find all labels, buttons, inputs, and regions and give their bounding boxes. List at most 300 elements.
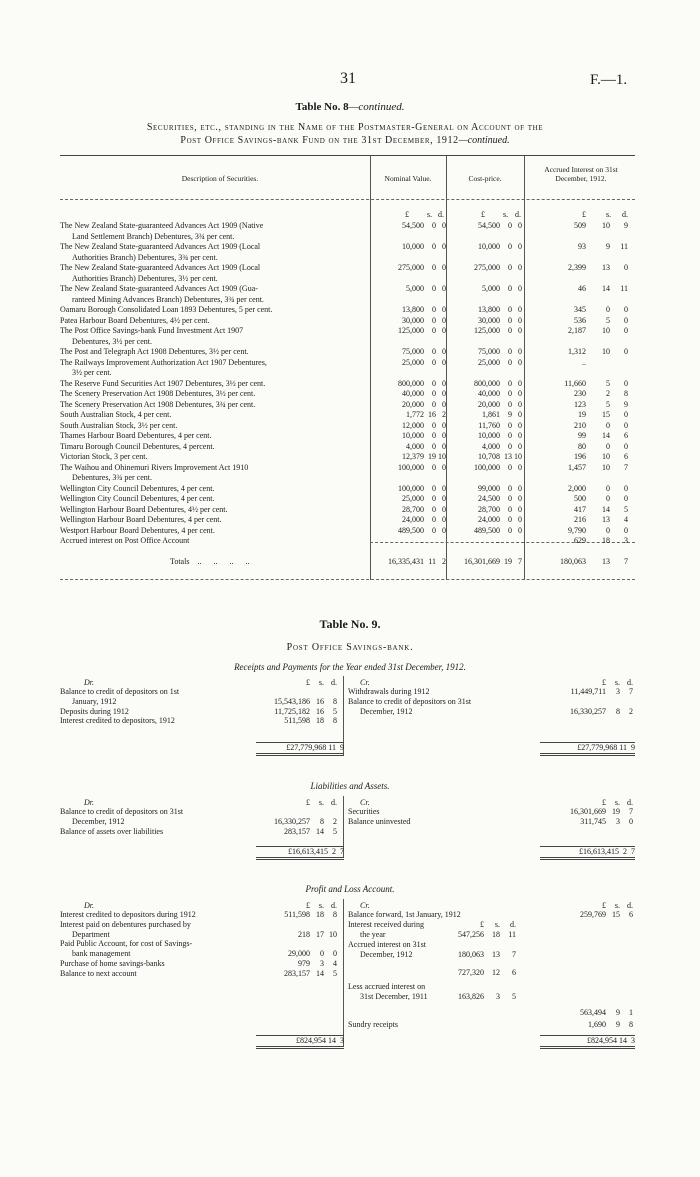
- value-cell: 1,772: [406, 410, 424, 419]
- security-description: The New Zealand State-guaranteed Advances Act 1909 (Gua-: [60, 284, 258, 293]
- entry-label: Balance forward, 1st January, 1912: [348, 910, 461, 919]
- unit-label: d.: [622, 210, 628, 219]
- value-cell: 0: [442, 263, 446, 272]
- entry-label: Balance to credit of depositors on 1st: [60, 687, 180, 696]
- amount-pence: 2: [333, 816, 337, 826]
- value-cell: 100,000: [398, 483, 424, 493]
- value-cell: 30,000: [402, 315, 424, 325]
- value-cell: 13: [504, 452, 512, 461]
- amount-shillings: 18: [316, 716, 324, 726]
- value-cell: 10: [602, 347, 610, 356]
- amount-pence: 11: [508, 930, 516, 939]
- unit-label: d.: [627, 678, 633, 687]
- totals-label: Totals .. .. .. ..: [170, 557, 250, 566]
- unit-label: s.: [503, 210, 509, 219]
- entry-label: Withdrawals during 1912: [348, 687, 430, 696]
- value-cell: 54,500: [478, 221, 500, 230]
- security-description-cont: Authorities Branch) Debentures, 3½ per cent.: [72, 273, 218, 283]
- value-cell: 0: [432, 420, 436, 430]
- amount-pence: 6: [629, 910, 633, 919]
- value-cell: 5: [606, 399, 610, 409]
- amount-shillings: 0: [320, 949, 324, 959]
- value-cell: 345: [574, 305, 586, 314]
- value-cell: 0: [518, 347, 522, 356]
- value-cell: 0: [432, 389, 436, 398]
- value-cell: 10: [602, 221, 610, 230]
- page-number: 31: [340, 70, 356, 87]
- value-cell: 0: [432, 242, 436, 251]
- entry-label: Securities: [348, 807, 380, 816]
- value-cell: 80: [578, 441, 586, 451]
- value-cell: 0: [442, 515, 446, 524]
- security-description: The New Zealand State-guaranteed Advances Act 1909 (Local: [60, 263, 261, 272]
- value-cell: 19: [428, 452, 436, 461]
- value-cell: 11,760: [478, 420, 500, 430]
- value-cell: 5,000: [406, 284, 424, 293]
- value-cell: 0: [518, 420, 522, 430]
- security-description: Wellington Harbour Board Debentures, 4 per cent.: [60, 515, 222, 524]
- unit-label: d.: [627, 798, 633, 807]
- value-cell: 4: [624, 515, 628, 524]
- security-row: [60, 536, 360, 547]
- amount-pounds: 511,598: [284, 716, 310, 726]
- value-cell: 0: [518, 483, 522, 493]
- table8-title: Table No. 8—continued.: [295, 101, 405, 113]
- security-description: The Scenery Preservation Act 1908 Debentures, 3½ per cent.: [60, 389, 256, 398]
- amount-shillings: 3: [616, 816, 620, 826]
- value-cell: 0: [624, 494, 628, 503]
- amount-pounds: 311,745: [580, 816, 606, 826]
- value-cell: 0: [432, 431, 436, 440]
- value-cell: ..: [582, 357, 586, 367]
- security-description: Timaru Borough Council Debentures, 4 percent.: [60, 441, 215, 451]
- entry-label-cont: December, 1912: [360, 950, 413, 959]
- unit-label: d.: [510, 920, 516, 929]
- entry-label: Interest credited to depositors during 1912: [60, 910, 196, 919]
- unit-label: £: [481, 210, 485, 219]
- table9-title: Table No. 9.: [319, 617, 381, 631]
- unit-label: s.: [318, 901, 324, 910]
- value-cell: 5,000: [482, 284, 500, 293]
- amount-shillings: 3: [496, 992, 500, 1001]
- amount-pence: 8: [333, 716, 337, 726]
- security-row: [60, 316, 360, 327]
- unit-label: s.: [427, 210, 433, 219]
- unit-label: s.: [614, 798, 620, 807]
- total-right: £824,954 14 3: [540, 1035, 635, 1049]
- col-nominal: Nominal Value.: [384, 174, 432, 183]
- unit-label: £: [306, 798, 310, 807]
- value-cell: 0: [624, 410, 628, 419]
- value-cell: 25,000: [402, 494, 424, 503]
- amount-shillings: 3: [320, 959, 324, 968]
- value-cell: 0: [508, 378, 512, 388]
- value-cell: 0: [518, 221, 522, 230]
- value-cell: 0: [442, 420, 446, 430]
- entry-label: Balance to credit of depositors on 31st: [60, 807, 184, 816]
- unit-label: £: [306, 678, 310, 687]
- value-cell: 0: [606, 305, 610, 314]
- security-description: The New Zealand State-guaranteed Advances Act 1909 (Local: [60, 242, 261, 251]
- value-cell: 0: [518, 410, 522, 419]
- unit-label: £: [582, 210, 586, 219]
- value-cell: 0: [508, 515, 512, 524]
- unit-label: d.: [331, 678, 337, 687]
- table9-subtitle: Post Office Savings-bank.: [286, 642, 414, 653]
- value-cell: 9,790: [568, 525, 586, 535]
- value-cell: 10: [438, 452, 446, 461]
- amount-pounds: 218: [298, 929, 310, 939]
- value-cell: 0: [508, 462, 512, 472]
- total-cell: 19: [504, 557, 512, 566]
- amount-shillings: 19: [612, 807, 620, 816]
- value-cell: 0: [432, 263, 436, 272]
- entry-label-cont: December, 1912: [360, 706, 413, 716]
- value-cell: 2: [606, 389, 610, 398]
- value-cell: 0: [624, 483, 628, 493]
- entry-label: Paid Public Account, for cost of Savings-: [60, 939, 193, 949]
- amount-pence: 7: [512, 950, 516, 959]
- total-cell: 13: [602, 557, 610, 566]
- value-cell: 0: [442, 494, 446, 503]
- security-row: [60, 452, 360, 463]
- amount-shillings: 8: [616, 706, 620, 716]
- security-description: Westport Harbour Board Debentures, 4 per cent.: [60, 525, 215, 535]
- entry-label-cont: January, 1912: [72, 696, 117, 706]
- amount-pence: 7: [629, 807, 633, 816]
- amount-pounds: 511,598: [284, 910, 310, 919]
- entry-label: Balance to credit of depositors on 31st: [348, 696, 472, 706]
- value-cell: 0: [442, 389, 446, 398]
- security-description: The Railways Improvement Authorization Act 1907 Debentures,: [60, 357, 267, 367]
- value-cell: 14: [602, 284, 610, 293]
- value-cell: 0: [606, 494, 610, 503]
- value-cell: 275,000: [398, 263, 424, 272]
- value-cell: 0: [606, 483, 610, 493]
- amount-shillings: 12: [492, 968, 500, 977]
- value-cell: 15: [602, 410, 610, 419]
- amount-pence: 5: [333, 968, 337, 978]
- cr-label: Cr.: [360, 678, 370, 687]
- value-cell: 0: [624, 420, 628, 430]
- value-cell: 0: [518, 242, 522, 251]
- liabilities-account: [60, 796, 635, 866]
- value-cell: 0: [508, 420, 512, 430]
- amount-pence: 5: [333, 826, 337, 836]
- amount-shillings: 9: [616, 1020, 620, 1029]
- amount-shillings: 14: [316, 968, 324, 978]
- value-cell: 0: [624, 326, 628, 335]
- security-row: [60, 410, 360, 421]
- security-row: [60, 515, 360, 526]
- value-cell: 500: [574, 494, 586, 503]
- amount-pence: 4: [333, 959, 337, 968]
- value-cell: 0: [432, 221, 436, 230]
- value-cell: 0: [508, 399, 512, 409]
- value-cell: 25,000: [478, 357, 500, 367]
- value-cell: ..: [496, 536, 500, 545]
- value-cell: 7: [624, 462, 628, 472]
- value-cell: 216: [574, 515, 586, 524]
- value-cell: 10: [514, 452, 522, 461]
- security-row: [60, 326, 360, 347]
- entry-label-cont: 31st December, 1911: [360, 992, 428, 1001]
- value-cell: 0: [432, 525, 436, 535]
- security-description: The Scenery Preservation Act 1908 Debentures, 3¾ per cent.: [60, 399, 256, 409]
- amount-pounds: 1,690: [588, 1020, 606, 1029]
- unit-label: d.: [331, 901, 337, 910]
- entry-label: Interest paid on debentures purchased by: [60, 919, 191, 929]
- entry-label: Balance uninvested: [348, 816, 411, 826]
- value-cell: 9: [624, 399, 628, 409]
- amount-pence: 8: [333, 696, 337, 706]
- entry-label: Balance of assets over liabilities: [60, 826, 164, 836]
- security-row: [60, 221, 360, 242]
- value-cell: 6: [624, 452, 628, 461]
- value-cell: 12,379: [402, 452, 424, 461]
- value-cell: 14: [602, 431, 610, 440]
- amount-pounds: 547,256: [458, 930, 484, 939]
- value-cell: 196: [574, 452, 586, 461]
- unit-label: £: [602, 798, 606, 807]
- value-cell: 123: [574, 399, 586, 409]
- amount-pounds: 979: [298, 959, 310, 968]
- value-cell: 9: [508, 410, 512, 419]
- total-right: £16,613,415 2 7: [540, 846, 635, 860]
- value-cell: 0: [508, 389, 512, 398]
- value-cell: 9: [606, 242, 610, 251]
- value-cell: 0: [518, 315, 522, 325]
- value-cell: 0: [442, 284, 446, 293]
- col-description: Description of Securities.: [181, 174, 259, 183]
- unit-label: s.: [614, 901, 620, 910]
- value-cell: 0: [518, 389, 522, 398]
- value-cell: 0: [432, 483, 436, 493]
- value-cell: 0: [508, 347, 512, 356]
- value-cell: 2: [442, 410, 446, 419]
- value-cell: 46: [578, 284, 586, 293]
- value-cell: 0: [432, 515, 436, 524]
- security-description: Victorian Stock, 3 per cent.: [60, 452, 148, 461]
- security-row: [60, 484, 360, 495]
- value-cell: 5: [624, 504, 628, 514]
- value-cell: 125,000: [398, 326, 424, 335]
- value-cell: 0: [508, 263, 512, 272]
- value-cell: 0: [442, 347, 446, 356]
- security-description: South Australian Stock, 4 per cent.: [60, 410, 172, 419]
- amount-shillings: 8: [320, 816, 324, 826]
- unit-label: d.: [515, 210, 521, 219]
- unit-label: £: [480, 920, 484, 929]
- value-cell: 0: [606, 441, 610, 451]
- receipts-title: Receipts and Payments for the Year ended 31st December, 1912.: [234, 662, 466, 672]
- amount-pence: 2: [629, 706, 633, 716]
- total-right: £27,779,968 11 9: [540, 742, 635, 756]
- entry-label-cont: December, 1912: [72, 816, 125, 826]
- value-cell: 0: [508, 326, 512, 335]
- value-cell: 8: [624, 389, 628, 398]
- amount-pence: 10: [329, 929, 337, 939]
- table8-heading: Securities, etc., standing in the Name of the Postmaster-General on Account of the Post Office Savings-bank Fund on the 31st December, 1912—continued.: [146, 122, 544, 146]
- value-cell: 0: [508, 431, 512, 440]
- value-cell: 0: [518, 378, 522, 388]
- value-cell: 14: [602, 504, 610, 514]
- amount-shillings: 16: [316, 706, 324, 716]
- value-cell: 489,500: [474, 525, 500, 535]
- col-interest: Accrued Interest on 31st December, 1912.: [544, 165, 618, 183]
- value-cell: 75,000: [402, 347, 424, 356]
- unit-label: £: [306, 901, 310, 910]
- value-cell: 2,399: [568, 263, 586, 272]
- amount-shillings: 13: [492, 950, 500, 959]
- security-description: The Post Office Savings-bank Fund Investment Act 1907: [60, 326, 244, 335]
- amount-pounds: 16,330,257: [570, 706, 606, 716]
- liabilities-title: Liabilities and Assets.: [310, 781, 390, 791]
- value-cell: 0: [624, 441, 628, 451]
- security-description: The Post and Telegraph Act 1908 Debentures, 3½ per cent.: [60, 347, 249, 356]
- value-cell: 100,000: [398, 462, 424, 472]
- entry-label: Interest credited to depositors, 1912: [60, 716, 175, 726]
- value-cell: 0: [442, 483, 446, 493]
- value-cell: 489,500: [398, 525, 424, 535]
- amount-shillings: 3: [616, 687, 620, 696]
- value-cell: 230: [574, 389, 586, 398]
- value-cell: 10,000: [478, 431, 500, 440]
- value-cell: 10,000: [478, 242, 500, 251]
- value-cell: 0: [508, 284, 512, 293]
- value-cell: 0: [442, 305, 446, 314]
- amount-pence: 1: [629, 1008, 633, 1017]
- entry-label: Accrued interest on 31st: [348, 940, 426, 949]
- total-cell: 7: [518, 557, 522, 566]
- security-description: Accrued interest on Post Office Account: [60, 536, 190, 545]
- value-cell: 0: [432, 357, 436, 367]
- value-cell: 0: [442, 242, 446, 251]
- value-cell: 0: [508, 483, 512, 493]
- value-cell: 1,457: [568, 462, 586, 472]
- entry-label: Deposits during 1912: [60, 706, 129, 716]
- value-cell: 2,000: [568, 483, 586, 493]
- security-description: Patea Harbour Board Debentures, 4½ per cent.: [60, 315, 210, 325]
- value-cell: 100,000: [474, 462, 500, 472]
- value-cell: 0: [432, 326, 436, 335]
- amount-pence: 5: [512, 992, 516, 1001]
- cr-label: Cr.: [360, 798, 370, 807]
- security-description: Thames Harbour Board Debentures, 4 per cent.: [60, 431, 212, 440]
- amount-pounds: 727,320: [458, 968, 484, 977]
- amount-pounds: 29,000: [288, 949, 310, 959]
- value-cell: 0: [432, 347, 436, 356]
- value-cell: 75,000: [478, 347, 500, 356]
- value-cell: 0: [432, 305, 436, 314]
- dr-label: Dr.: [84, 678, 95, 687]
- value-cell: 18: [602, 536, 610, 545]
- amount-shillings: 17: [316, 929, 324, 939]
- amount-pence: 5: [333, 706, 337, 716]
- value-cell: 0: [432, 378, 436, 388]
- value-cell: 0: [432, 399, 436, 409]
- value-cell: 10,708: [478, 452, 500, 461]
- security-row: [60, 400, 360, 411]
- amount-pounds: 180,063: [458, 950, 484, 959]
- value-cell: 800,000: [398, 378, 424, 388]
- value-cell: 0: [624, 263, 628, 272]
- value-cell: 0: [508, 315, 512, 325]
- dr-label: Dr.: [84, 901, 95, 910]
- value-cell: 12,000: [402, 420, 424, 430]
- value-cell: 11: [620, 284, 628, 293]
- value-cell: 0: [432, 315, 436, 325]
- security-description: The New Zealand State-guaranteed Advances Act 1909 (Native: [60, 221, 264, 230]
- security-row: [60, 442, 360, 453]
- value-cell: 10: [602, 452, 610, 461]
- value-cell: 0: [624, 525, 628, 535]
- col-cost: Cost-price.: [468, 174, 502, 183]
- value-cell: 0: [518, 462, 522, 472]
- value-cell: 9: [624, 221, 628, 230]
- unit-label: £: [405, 210, 409, 219]
- amount-shillings: 18: [492, 930, 500, 939]
- amount-pounds: 11,449,711: [570, 687, 606, 696]
- security-description-cont: Debentures, 3¾ per cent.: [72, 473, 152, 482]
- value-cell: 11: [620, 242, 628, 251]
- value-cell: 13,800: [478, 305, 500, 314]
- value-cell: 0: [432, 284, 436, 293]
- value-cell: 0: [442, 462, 446, 472]
- value-cell: 210: [574, 420, 586, 430]
- value-cell: 0: [508, 525, 512, 535]
- value-cell: 0: [518, 263, 522, 272]
- security-description-cont: Land Settlement Branch) Debentures, 3¾ per cent.: [72, 231, 235, 241]
- value-cell: 275,000: [474, 263, 500, 272]
- value-cell: 25,000: [402, 357, 424, 367]
- value-cell: 0: [442, 357, 446, 367]
- amount-pounds: 259,769: [580, 910, 606, 919]
- security-row: [60, 494, 360, 505]
- unit-label: d.: [331, 798, 337, 807]
- value-cell: 0: [508, 221, 512, 230]
- value-cell: 0: [518, 357, 522, 367]
- value-cell: 0: [508, 242, 512, 251]
- security-description-cont: ranteed Mining Advances Branch) Debentures, 3¾ per cent.: [72, 294, 264, 304]
- value-cell: ..: [420, 536, 424, 545]
- column-divider: [343, 899, 344, 1047]
- amount-shillings: 14: [316, 826, 324, 836]
- security-description: Oamaru Borough Consolidated Loan 1893 Debentures, 5 per cent.: [60, 305, 273, 314]
- unit-label: d.: [627, 901, 633, 910]
- security-description-cont: Debentures, 3½ per cent.: [72, 336, 152, 346]
- unit-label: d.: [438, 210, 444, 219]
- total-cell: 7: [624, 557, 628, 566]
- value-cell: 0: [518, 441, 522, 451]
- security-row: [60, 421, 360, 432]
- unit-label: £: [602, 678, 606, 687]
- security-description-cont: 3½ per cent.: [72, 368, 112, 377]
- value-cell: 28,700: [402, 504, 424, 514]
- value-cell: 10: [602, 326, 610, 335]
- security-description: The Waihou and Ohinemuri Rivers Improvement Act 1910: [60, 462, 249, 472]
- value-cell: 40,000: [478, 389, 500, 398]
- value-cell: 99,000: [478, 483, 500, 493]
- security-row: [60, 526, 360, 537]
- value-cell: 0: [606, 420, 610, 430]
- amount-pence: 0: [333, 949, 337, 959]
- total-left: £27,779,968 11 9: [256, 742, 344, 756]
- security-row: [60, 389, 360, 400]
- value-cell: 24,000: [402, 515, 424, 524]
- value-cell: 0: [442, 221, 446, 230]
- entry-label: Balance to next account: [60, 968, 137, 978]
